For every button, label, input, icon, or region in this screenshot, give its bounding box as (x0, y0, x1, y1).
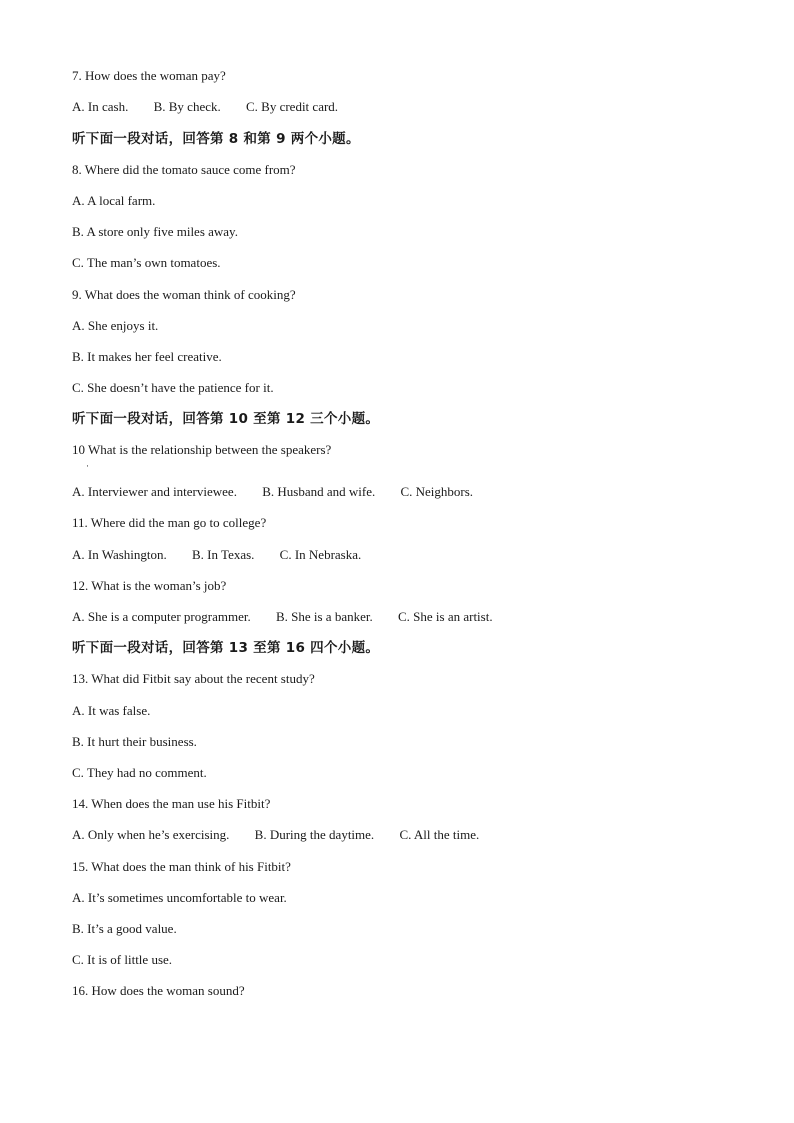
option-9c: C. She doesn’t have the patience for it. (72, 380, 274, 395)
option-11b: B. In Texas. (192, 547, 255, 562)
option-9a: A. She enjoys it. (72, 318, 159, 333)
question-14: 14. When does the man use his Fitbit? (72, 796, 271, 811)
option-8c: C. The man’s own tomatoes. (72, 255, 221, 270)
question-14-options (72, 827, 479, 843)
question-10: 10 What is the relationship between the speakers? (72, 442, 332, 457)
question-11-options (72, 547, 361, 563)
option-15c: C. It is of little use. (72, 952, 173, 967)
option-13b: B. It hurt their business. (72, 734, 197, 749)
question-8: 8. Where did the tomato sauce come from? (72, 162, 296, 177)
option-10a: A. Interviewer and interviewee. (72, 484, 237, 499)
section-heading-10-12: 听下面一段对话，回答第 10 至第 12 三个小题。 (72, 411, 380, 427)
question-12-options (72, 609, 493, 625)
option-9b: B. It makes her feel creative. (72, 349, 222, 364)
option-12b: B. She is a banker. (275, 609, 373, 624)
question-10-options (72, 484, 473, 500)
section-heading-8-9: 听下面一段对话，回答第 8 和第 9 两个小题。 (72, 131, 360, 147)
option-10b: B. Husband and wife. (262, 484, 376, 499)
question-13: 13. What did Fitbit say about the recent study? (72, 671, 315, 686)
option-13c: C. They had no comment. (72, 765, 207, 780)
option-14a: A. Only when he’s exercising. (72, 827, 230, 842)
option-8a: A. A local farm. (72, 193, 156, 208)
option-7b: B. By check. (153, 99, 221, 114)
question-16: 16. How does the woman sound? (72, 983, 245, 998)
option-8b: B. A store only five miles away. (72, 224, 238, 239)
option-14c: C. All the time. (399, 827, 480, 842)
question-15: 15. What does the man think of his Fitbit? (72, 859, 291, 874)
question-12: 12. What is the woman’s job? (72, 578, 227, 593)
option-11c: C. In Nebraska. (279, 547, 362, 562)
stray-dot: · (86, 461, 89, 471)
option-15a: A. It’s sometimes uncomfortable to wear. (72, 890, 287, 905)
section-heading-13-16: 听下面一段对话，回答第 13 至第 16 四个小题。 (72, 640, 380, 656)
option-7a: A. In cash. (72, 99, 129, 114)
question-7: 7. How does the woman pay? (72, 68, 226, 83)
option-10c: C. Neighbors. (400, 484, 474, 499)
option-12c: C. She is an artist. (397, 609, 493, 624)
question-7-options (72, 99, 338, 115)
option-14b: B. During the daytime. (254, 827, 375, 842)
option-7c: C. By credit card. (245, 99, 339, 114)
option-12a: A. She is a computer programmer. (72, 609, 251, 624)
option-11a: A. In Washington. (72, 547, 167, 562)
question-9: 9. What does the woman think of cooking? (72, 287, 296, 302)
option-15b: B. It’s a good value. (72, 921, 177, 936)
question-11: 11. Where did the man go to college? (72, 515, 267, 530)
option-13a: A. It was false. (72, 703, 151, 718)
